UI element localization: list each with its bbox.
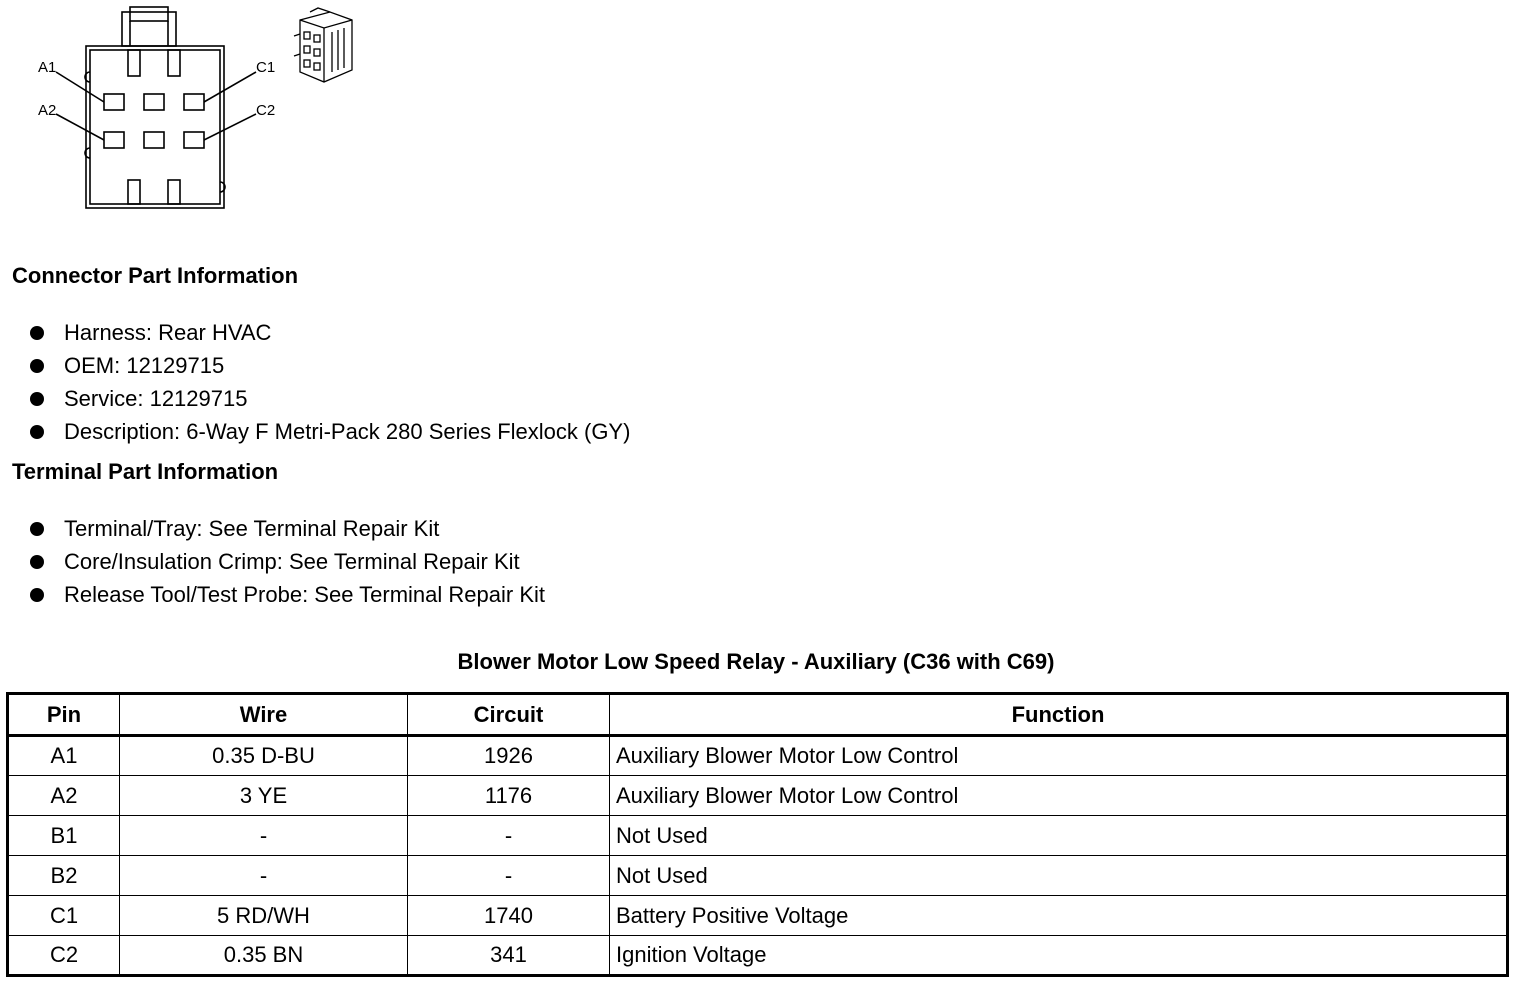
bullet-icon [30,588,44,602]
table-row [8,856,1508,896]
bullet-icon [30,555,44,569]
cell-wire: 5 RD/WH [120,896,408,936]
table-header-row [8,694,1508,736]
connector-info-heading: Connector Part Information [12,263,299,288]
list-item: OEM: 12129715 [28,349,630,382]
cell-wire: - [120,856,408,896]
bullet-icon [30,326,44,340]
bullet-icon [30,425,44,439]
cell-pin: B1 [8,816,120,856]
table-title: Blower Motor Low Speed Relay - Auxiliary (C36 with C69) [457,649,1055,674]
table-row [8,736,1508,776]
header-function: Function [610,694,1508,736]
cell-pin: C2 [8,936,120,976]
cell-circuit: 1176 [408,776,610,816]
list-item: Description: 6-Way F Metri-Pack 280 Series Flexlock (GY) [28,415,630,448]
bullet-icon [30,392,44,406]
pin-label-a1: A1 [38,59,57,76]
pin-label-c2: C2 [256,102,276,119]
list-item: Release Tool/Test Probe: See Terminal Repair Kit [28,578,545,611]
cell-function: Ignition Voltage [610,936,1508,976]
table-row [8,896,1508,936]
list-item: Terminal/Tray: See Terminal Repair Kit [28,512,545,545]
cell-wire: 3 YE [120,776,408,816]
cell-function: Auxiliary Blower Motor Low Control [610,776,1508,816]
cell-wire: 0.35 BN [120,936,408,976]
table-row [8,776,1508,816]
bullet-icon [30,359,44,373]
cell-circuit: - [408,816,610,856]
table-row [8,816,1508,856]
list-item: Service: 12129715 [28,382,630,415]
cell-pin: A1 [8,736,120,776]
cell-pin: B2 [8,856,120,896]
header-pin: Pin [8,694,120,736]
connector-info-list [28,316,630,448]
cell-wire: 0.35 D-BU [120,736,408,776]
cell-function: Not Used [610,816,1508,856]
list-item: Harness: Rear HVAC [28,316,630,349]
cell-function: Auxiliary Blower Motor Low Control [610,736,1508,776]
bullet-icon [30,522,44,536]
cell-function: Not Used [610,856,1508,896]
header-circuit: Circuit [408,694,610,736]
table-row [8,936,1508,976]
cell-circuit: 1926 [408,736,610,776]
header-wire: Wire [120,694,408,736]
terminal-info-heading: Terminal Part Information [12,459,279,484]
cell-circuit: 1740 [408,896,610,936]
cell-function: Battery Positive Voltage [610,896,1508,936]
cell-pin: C1 [8,896,120,936]
cell-circuit: - [408,856,610,896]
pin-label-a2: A2 [38,102,57,119]
connector-isometric-sketch [290,6,362,88]
list-item: Core/Insulation Crimp: See Terminal Repair Kit [28,545,545,578]
cell-wire: - [120,816,408,856]
terminal-info-list [28,512,545,611]
pin-table [6,692,1509,977]
pin-label-c1: C1 [256,59,276,76]
cell-circuit: 341 [408,936,610,976]
connector-face-diagram [0,0,290,215]
cell-pin: A2 [8,776,120,816]
